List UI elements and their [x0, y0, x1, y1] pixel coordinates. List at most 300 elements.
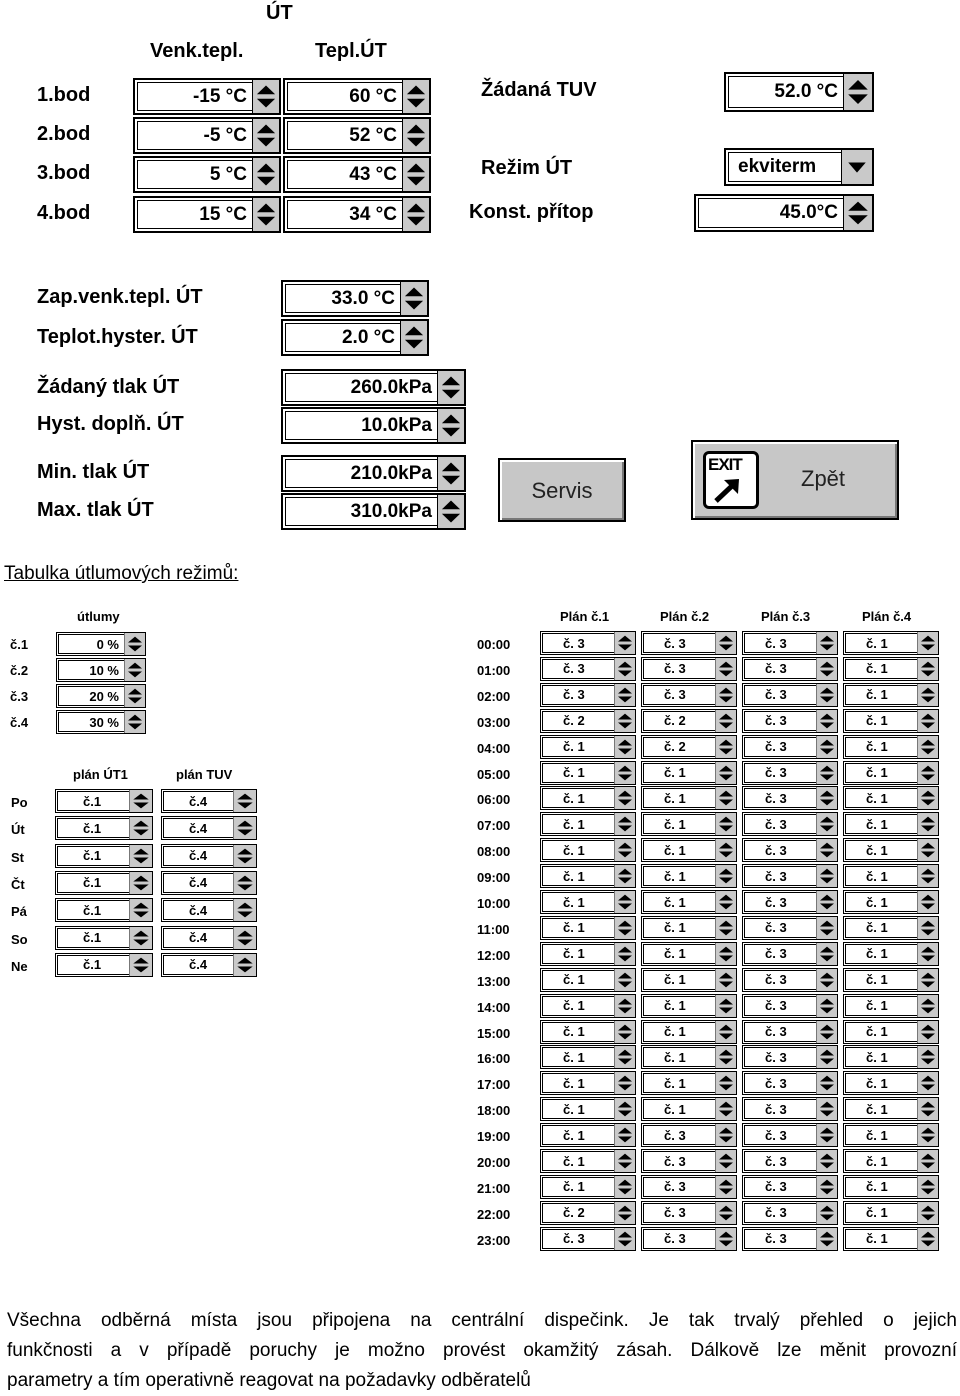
spinner-arrows-icon[interactable]: [816, 632, 837, 654]
param-spinner[interactable]: [281, 369, 466, 406]
curve-point-label: 1.bod: [37, 84, 91, 106]
spinner-arrows-icon[interactable]: [129, 790, 152, 812]
spinner-arrows-icon[interactable]: [917, 1176, 938, 1198]
attenuation-spinner[interactable]: [56, 658, 146, 682]
weekly-ut1-spinner[interactable]: [55, 816, 153, 840]
weekly-ut1-spinner[interactable]: [55, 898, 153, 922]
outdoor-temp-spinner[interactable]: [133, 117, 281, 154]
spinner-arrows-icon[interactable]: [614, 1021, 635, 1043]
spinner-arrows-icon[interactable]: [715, 787, 736, 809]
spinner-arrows-icon[interactable]: [917, 1072, 938, 1094]
plan-cell-spinner-value: č. 3: [664, 635, 686, 651]
plan-cell-spinner[interactable]: [641, 786, 737, 810]
spinner-arrows-icon[interactable]: [614, 969, 635, 991]
spinner-arrows-icon[interactable]: [614, 1176, 635, 1198]
heating-temp-spinner[interactable]: [283, 156, 431, 193]
spinner-arrows-icon[interactable]: [715, 813, 736, 835]
spinner-arrows-icon[interactable]: [917, 1150, 938, 1172]
plan-cell-spinner[interactable]: [843, 968, 939, 992]
spinner-arrows-icon[interactable]: [816, 1124, 837, 1146]
spinner-arrows-icon[interactable]: [816, 1202, 837, 1224]
plan-cell-spinner[interactable]: [843, 631, 939, 655]
spinner-arrows-icon[interactable]: [715, 1072, 736, 1094]
plan-cell-spinner-value: č. 1: [563, 894, 585, 910]
spinner-arrows-icon[interactable]: [400, 321, 427, 354]
col-header-heating: Tepl.ÚT: [315, 40, 387, 62]
plan-cell-spinner[interactable]: [843, 1201, 939, 1225]
plan-cell-spinner[interactable]: [742, 1227, 838, 1251]
spinner-arrows-icon[interactable]: [437, 371, 464, 404]
spinner-arrows-icon[interactable]: [816, 1021, 837, 1043]
plan-cell-spinner[interactable]: [843, 916, 939, 940]
plan-cell-spinner[interactable]: [641, 1227, 737, 1251]
param-spinner[interactable]: [281, 493, 466, 530]
spinner-arrows-icon[interactable]: [917, 995, 938, 1017]
spinner-arrows-icon[interactable]: [252, 158, 279, 191]
attenuation-spinner[interactable]: [56, 710, 146, 734]
spinner-arrows-icon[interactable]: [715, 943, 736, 965]
plan-cell-spinner[interactable]: [843, 786, 939, 810]
plan-cell-spinner[interactable]: [742, 812, 838, 836]
weekly-ut1-spinner[interactable]: [55, 844, 153, 868]
spinner-arrows-icon[interactable]: [252, 119, 279, 152]
plan-cell-spinner[interactable]: [540, 838, 636, 862]
plan-cell-spinner-value: č. 3: [765, 1127, 787, 1143]
plan-cell-spinner[interactable]: [540, 1020, 636, 1044]
curve-point-label: 3.bod: [37, 162, 91, 184]
spinner-arrows-icon[interactable]: [124, 685, 145, 707]
attenuation-spinner[interactable]: [56, 684, 146, 708]
plan-cell-spinner[interactable]: [742, 942, 838, 966]
spinner-arrows-icon[interactable]: [715, 891, 736, 913]
spinner-arrows-icon[interactable]: [129, 899, 152, 921]
heating-mode-dropdown[interactable]: [724, 148, 874, 186]
spinner-arrows-icon[interactable]: [816, 1098, 837, 1120]
spinner-arrows-icon[interactable]: [816, 995, 837, 1017]
plan-cell-spinner[interactable]: [540, 1045, 636, 1069]
spinner-arrows-icon[interactable]: [816, 762, 837, 784]
spinner-arrows-icon[interactable]: [816, 1176, 837, 1198]
spinner-arrows-icon[interactable]: [816, 1228, 837, 1250]
plan-cell-spinner[interactable]: [540, 916, 636, 940]
spinner-arrows-icon[interactable]: [614, 736, 635, 758]
spinner-arrows-icon[interactable]: [917, 658, 938, 680]
spinner-arrows-icon[interactable]: [715, 865, 736, 887]
spinner-arrows-icon[interactable]: [816, 787, 837, 809]
plan-cell-spinner[interactable]: [742, 968, 838, 992]
spinner-arrows-icon[interactable]: [715, 632, 736, 654]
plan-cell-spinner[interactable]: [641, 1020, 737, 1044]
paragraph-line-1: Všechna odběrná místa jsou připojena na centrální dispečink. Je tak trvalý přehled o jejich: [7, 1310, 957, 1331]
weekly-tuv-spinner[interactable]: [161, 898, 257, 922]
plan-cell-spinner-value: č. 3: [765, 1049, 787, 1065]
spinner-arrows-icon[interactable]: [129, 927, 152, 949]
spinner-arrows-icon[interactable]: [614, 1150, 635, 1172]
plan-cell-spinner-value: č. 1: [664, 946, 686, 962]
spinner-arrows-icon[interactable]: [843, 74, 872, 110]
spinner-arrows-icon[interactable]: [614, 1098, 635, 1120]
spinner-arrows-icon[interactable]: [233, 954, 256, 976]
spinner-arrows-icon[interactable]: [917, 762, 938, 784]
plan-cell-spinner[interactable]: [540, 864, 636, 888]
plan-cell-spinner[interactable]: [843, 1175, 939, 1199]
spinner-arrows-icon[interactable]: [816, 813, 837, 835]
plan-cell-spinner[interactable]: [843, 1020, 939, 1044]
weekly-ut1-spinner[interactable]: [55, 871, 153, 895]
plan-cell-spinner[interactable]: [843, 1071, 939, 1095]
spinner-arrows-icon[interactable]: [614, 710, 635, 732]
exit-icon: [703, 451, 759, 509]
plan-cell-spinner-value: č. 2: [563, 713, 585, 729]
spinner-arrows-icon[interactable]: [715, 684, 736, 706]
plan-cell-spinner[interactable]: [843, 1123, 939, 1147]
plan-cell-spinner[interactable]: [540, 1097, 636, 1121]
plan-cell-spinner[interactable]: [742, 916, 838, 940]
section-title: ÚT: [266, 2, 293, 24]
spinner-arrows-icon[interactable]: [917, 1098, 938, 1120]
plan-cell-spinner[interactable]: [641, 916, 737, 940]
spinner-arrows-icon[interactable]: [816, 736, 837, 758]
spinner-arrows-icon[interactable]: [614, 995, 635, 1017]
plan-cell-spinner-value: č. 1: [866, 868, 888, 884]
plan-cell-spinner[interactable]: [843, 864, 939, 888]
spinner-arrows-icon[interactable]: [816, 969, 837, 991]
param-spinner[interactable]: [281, 319, 429, 356]
spinner-arrows-icon[interactable]: [715, 1046, 736, 1068]
plan-cell-spinner[interactable]: [742, 786, 838, 810]
spinner-arrows-icon[interactable]: [715, 710, 736, 732]
spinner-arrows-icon[interactable]: [129, 872, 152, 894]
plan-cell-spinner[interactable]: [641, 968, 737, 992]
spinner-arrows-icon[interactable]: [715, 1124, 736, 1146]
plan-cell-spinner[interactable]: [641, 942, 737, 966]
spinner-arrows-icon[interactable]: [715, 1176, 736, 1198]
outdoor-temp-spinner[interactable]: [133, 78, 281, 115]
plan-cell-spinner[interactable]: [641, 709, 737, 733]
plan-cell-spinner-value: č. 3: [664, 1205, 686, 1221]
plan-cell-spinner[interactable]: [843, 709, 939, 733]
heating-temp-spinner[interactable]: [283, 196, 431, 233]
weekly-tuv-spinner[interactable]: [161, 816, 257, 840]
plan-cell-spinner[interactable]: [843, 1227, 939, 1251]
plan-cell-spinner[interactable]: [742, 838, 838, 862]
heating-temp-spinner[interactable]: [283, 78, 431, 115]
plan-cell-spinner[interactable]: [540, 968, 636, 992]
plan-cell-spinner-value: č. 1: [866, 1075, 888, 1091]
plan-cell-spinner-value: č. 1: [664, 1024, 686, 1039]
spinner-arrows-icon[interactable]: [917, 684, 938, 706]
spinner-arrows-icon[interactable]: [614, 632, 635, 654]
spinner-arrows-icon[interactable]: [816, 865, 837, 887]
spinner-arrows-icon[interactable]: [917, 736, 938, 758]
spinner-arrows-icon[interactable]: [252, 80, 279, 113]
plan-cell-spinner[interactable]: [540, 657, 636, 681]
hour-label: 01:00: [477, 662, 511, 678]
spinner-arrows-icon[interactable]: [614, 891, 635, 913]
spinner-arrows-icon[interactable]: [129, 817, 152, 839]
weekly-tuv-spinner[interactable]: [161, 953, 257, 977]
spinner-arrows-icon[interactable]: [252, 198, 279, 231]
spinner-arrows-icon[interactable]: [917, 943, 938, 965]
plan-cell-spinner-value: č. 1: [563, 1127, 585, 1143]
plan-cell-spinner[interactable]: [540, 1123, 636, 1147]
outdoor-temp-spinner[interactable]: [133, 156, 281, 193]
spinner-arrows-icon[interactable]: [917, 839, 938, 861]
spinner-arrows-icon[interactable]: [614, 658, 635, 680]
plan-cell-spinner[interactable]: [540, 709, 636, 733]
plan-cell-spinner[interactable]: [641, 838, 737, 862]
plan-cell-spinner[interactable]: [641, 1201, 737, 1225]
spinner-arrows-icon[interactable]: [917, 1202, 938, 1224]
plan-cell-spinner[interactable]: [540, 1201, 636, 1225]
spinner-arrows-icon[interactable]: [917, 1124, 938, 1146]
spinner-arrows-icon[interactable]: [402, 119, 429, 152]
spinner-arrows-icon[interactable]: [233, 927, 256, 949]
spinner-arrows-icon[interactable]: [715, 1150, 736, 1172]
spinner-arrows-icon[interactable]: [715, 658, 736, 680]
spinner-arrows-icon[interactable]: [614, 865, 635, 887]
weekly-ut1-spinner[interactable]: [55, 953, 153, 977]
plan-cell-spinner[interactable]: [742, 1020, 838, 1044]
spinner-arrows-icon[interactable]: [129, 845, 152, 867]
plan-cell-spinner[interactable]: [540, 683, 636, 707]
spinner-arrows-icon[interactable]: [816, 658, 837, 680]
plan-cell-spinner[interactable]: [742, 735, 838, 759]
plan-cell-spinner-value: č. 1: [866, 1205, 888, 1221]
plan-cell-spinner[interactable]: [540, 1071, 636, 1095]
weekly-tuv-spinner[interactable]: [161, 844, 257, 868]
plan-cell-spinner[interactable]: [843, 1097, 939, 1121]
plan-cell-spinner[interactable]: [641, 864, 737, 888]
plan-cell-spinner[interactable]: [540, 994, 636, 1018]
plan-cell-spinner-value: č. 3: [765, 687, 787, 703]
paragraph-line-3: parametry a tím operativně reagovat na požadavky odběratelů: [7, 1370, 531, 1391]
plan-cell-spinner[interactable]: [540, 735, 636, 759]
spinner-arrows-icon[interactable]: [715, 917, 736, 939]
plan-cell-spinner[interactable]: [742, 709, 838, 733]
plan-cell-spinner[interactable]: [742, 1045, 838, 1069]
plan-cell-spinner[interactable]: [641, 1123, 737, 1147]
plan-cell-spinner[interactable]: [641, 812, 737, 836]
plan-cell-spinner[interactable]: [742, 631, 838, 655]
plan-cell-spinner[interactable]: [742, 1149, 838, 1173]
spinner-arrows-icon[interactable]: [917, 787, 938, 809]
weekly-ut1-spinner[interactable]: [55, 789, 153, 813]
spinner-arrows-icon[interactable]: [715, 1021, 736, 1043]
spinner-arrows-icon[interactable]: [233, 872, 256, 894]
spinner-arrows-icon[interactable]: [715, 1098, 736, 1120]
heating-temp-spinner[interactable]: [283, 117, 431, 154]
spinner-arrows-icon[interactable]: [917, 632, 938, 654]
spinner-arrows-icon[interactable]: [917, 1021, 938, 1043]
spinner-arrows-icon[interactable]: [816, 1046, 837, 1068]
const-flow-spinner[interactable]: [694, 194, 874, 232]
plan-cell-spinner[interactable]: [641, 1097, 737, 1121]
tuv-setpoint-spinner[interactable]: [724, 72, 874, 112]
plan-cell-spinner[interactable]: [742, 1201, 838, 1225]
spinner-arrows-icon[interactable]: [233, 845, 256, 867]
plan-cell-spinner[interactable]: [742, 890, 838, 914]
plan-cell-spinner[interactable]: [843, 1149, 939, 1173]
plan-cell-spinner-value: č. 3: [765, 816, 787, 832]
param-label: Zap.venk.tepl. ÚT: [37, 286, 203, 308]
param-spinner[interactable]: [281, 407, 466, 444]
spinner-arrows-icon[interactable]: [124, 659, 145, 681]
plan-cell-spinner[interactable]: [641, 1045, 737, 1069]
spinner-arrows-icon[interactable]: [614, 1228, 635, 1250]
spinner-arrows-icon[interactable]: [917, 1046, 938, 1068]
back-button-label: Zpět: [801, 466, 846, 491]
spinner-arrows-icon[interactable]: [917, 865, 938, 887]
plan-cell-spinner[interactable]: [742, 683, 838, 707]
spinner-arrows-icon[interactable]: [614, 1072, 635, 1094]
spinner-arrows-icon[interactable]: [614, 1046, 635, 1068]
spinner-arrows-icon[interactable]: [402, 198, 429, 231]
plan-cell-spinner-value: č. 3: [765, 661, 787, 677]
spinner-arrows-icon[interactable]: [402, 158, 429, 191]
spinner-arrows-icon[interactable]: [614, 943, 635, 965]
plan-cell-spinner[interactable]: [843, 838, 939, 862]
spinner-arrows-icon[interactable]: [400, 282, 427, 315]
spinner-arrows-icon[interactable]: [715, 995, 736, 1017]
spinner-arrows-icon[interactable]: [816, 839, 837, 861]
plan-cell-spinner-value: č. 1: [866, 1101, 888, 1117]
plan-cell-spinner[interactable]: [641, 683, 737, 707]
spinner-arrows-icon[interactable]: [816, 1072, 837, 1094]
plan-cell-spinner[interactable]: [843, 994, 939, 1018]
spinner-arrows-icon[interactable]: [437, 409, 464, 442]
plan-cell-spinner[interactable]: [641, 735, 737, 759]
plan-cell-spinner[interactable]: [843, 942, 939, 966]
plan-cell-spinner[interactable]: [843, 812, 939, 836]
spinner-arrows-icon[interactable]: [129, 954, 152, 976]
plan-cell-spinner[interactable]: [742, 1123, 838, 1147]
hour-label: 04:00: [477, 740, 511, 756]
spinner-arrows-icon[interactable]: [233, 899, 256, 921]
plan-cell-spinner[interactable]: [540, 890, 636, 914]
plan-cell-spinner-value: č. 3: [765, 894, 787, 910]
spinner-arrows-icon[interactable]: [715, 1228, 736, 1250]
spinner-arrows-icon[interactable]: [816, 943, 837, 965]
spinner-arrows-icon[interactable]: [917, 917, 938, 939]
plan-cell-spinner[interactable]: [742, 1175, 838, 1199]
plan-cell-spinner[interactable]: [843, 683, 939, 707]
plan-cell-spinner-value: č. 1: [563, 1101, 585, 1117]
spinner-arrows-icon[interactable]: [124, 711, 145, 733]
plan-cell-spinner[interactable]: [540, 942, 636, 966]
spinner-arrows-icon[interactable]: [614, 762, 635, 784]
plan-cell-spinner[interactable]: [843, 735, 939, 759]
spinner-arrows-icon[interactable]: [715, 762, 736, 784]
spinner-arrows-icon[interactable]: [715, 969, 736, 991]
plan-cell-spinner[interactable]: [641, 631, 737, 655]
plan-cell-spinner[interactable]: [641, 761, 737, 785]
plan-cell-spinner[interactable]: [843, 1045, 939, 1069]
param-spinner[interactable]: [281, 280, 429, 317]
plan-cell-spinner-value: č. 1: [563, 1024, 585, 1039]
plan-cell-spinner[interactable]: [540, 1227, 636, 1251]
plan-cell-spinner[interactable]: [540, 761, 636, 785]
spinner-arrows-icon[interactable]: [614, 684, 635, 706]
spinner-arrows-icon[interactable]: [614, 839, 635, 861]
spinner-arrows-icon[interactable]: [917, 891, 938, 913]
spinner-arrows-icon[interactable]: [843, 196, 872, 230]
plan-cell-spinner[interactable]: [843, 657, 939, 681]
back-button[interactable]: [691, 440, 899, 520]
plan-cell-spinner[interactable]: [641, 890, 737, 914]
plan-cell-spinner[interactable]: [742, 657, 838, 681]
servis-button[interactable]: [498, 458, 626, 522]
spinner-arrows-icon[interactable]: [816, 684, 837, 706]
hour-label: 17:00: [477, 1077, 511, 1093]
spinner-arrows-icon[interactable]: [816, 710, 837, 732]
plan-cell-spinner[interactable]: [540, 786, 636, 810]
spinner-arrows-icon[interactable]: [124, 633, 145, 655]
spinner-arrows-icon[interactable]: [233, 790, 256, 812]
spinner-arrows-icon[interactable]: [715, 1202, 736, 1224]
plan-cell-spinner[interactable]: [540, 812, 636, 836]
param-spinner[interactable]: [281, 455, 466, 492]
spinner-arrows-icon[interactable]: [917, 710, 938, 732]
spinner-arrows-icon[interactable]: [715, 736, 736, 758]
weekly-tuv-spinner[interactable]: [161, 789, 257, 813]
plan-cell-spinner[interactable]: [843, 890, 939, 914]
plan-cell-spinner[interactable]: [742, 864, 838, 888]
spinner-arrows-icon[interactable]: [614, 917, 635, 939]
plan-cell-spinner[interactable]: [540, 1149, 636, 1173]
plan-cell-spinner-value: č. 1: [866, 765, 888, 780]
spinner-arrows-icon[interactable]: [917, 1228, 938, 1250]
plan-cell-spinner[interactable]: [641, 1175, 737, 1199]
spinner-arrows-icon[interactable]: [437, 457, 464, 490]
plan-cell-spinner[interactable]: [641, 657, 737, 681]
spinner-arrows-icon[interactable]: [614, 787, 635, 809]
weekly-tuv-spinner-value: č.4: [189, 957, 208, 973]
plan-cell-spinner[interactable]: [843, 761, 939, 785]
weekly-tuv-spinner[interactable]: [161, 871, 257, 895]
spinner-arrows-icon[interactable]: [614, 813, 635, 835]
outdoor-temp-spinner[interactable]: [133, 196, 281, 233]
spinner-arrows-icon[interactable]: [715, 839, 736, 861]
plan-cell-spinner[interactable]: [540, 631, 636, 655]
spinner-arrows-icon[interactable]: [917, 813, 938, 835]
plan-cell-spinner-value: č. 1: [563, 1075, 585, 1091]
spinner-arrows-icon[interactable]: [816, 917, 837, 939]
spinner-arrows-icon[interactable]: [816, 891, 837, 913]
spinner-arrows-icon[interactable]: [437, 495, 464, 528]
tuv-setpoint-spinner-value: 52.0 °C: [774, 81, 838, 102]
weekly-tuv-spinner[interactable]: [161, 926, 257, 950]
plan-cell-spinner[interactable]: [641, 1149, 737, 1173]
plan-cell-spinner[interactable]: [742, 994, 838, 1018]
plan-cell-spinner[interactable]: [742, 761, 838, 785]
spinner-arrows-icon[interactable]: [614, 1202, 635, 1224]
spinner-arrows-icon[interactable]: [233, 817, 256, 839]
plan-cell-spinner[interactable]: [540, 1175, 636, 1199]
spinner-arrows-icon[interactable]: [402, 80, 429, 113]
spinner-arrows-icon[interactable]: [917, 969, 938, 991]
plan-cell-spinner[interactable]: [742, 1071, 838, 1095]
weekly-ut1-spinner[interactable]: [55, 926, 153, 950]
plan-cell-spinner[interactable]: [641, 1071, 737, 1095]
spinner-arrows-icon[interactable]: [816, 1150, 837, 1172]
outdoor-temp-spinner-value: -5 °C: [203, 124, 247, 146]
plan-cell-spinner[interactable]: [641, 994, 737, 1018]
dropdown-arrow-icon[interactable]: [841, 150, 872, 184]
plan-cell-spinner[interactable]: [742, 1097, 838, 1121]
attenuation-spinner[interactable]: [56, 632, 146, 656]
spinner-arrows-icon[interactable]: [614, 1124, 635, 1146]
